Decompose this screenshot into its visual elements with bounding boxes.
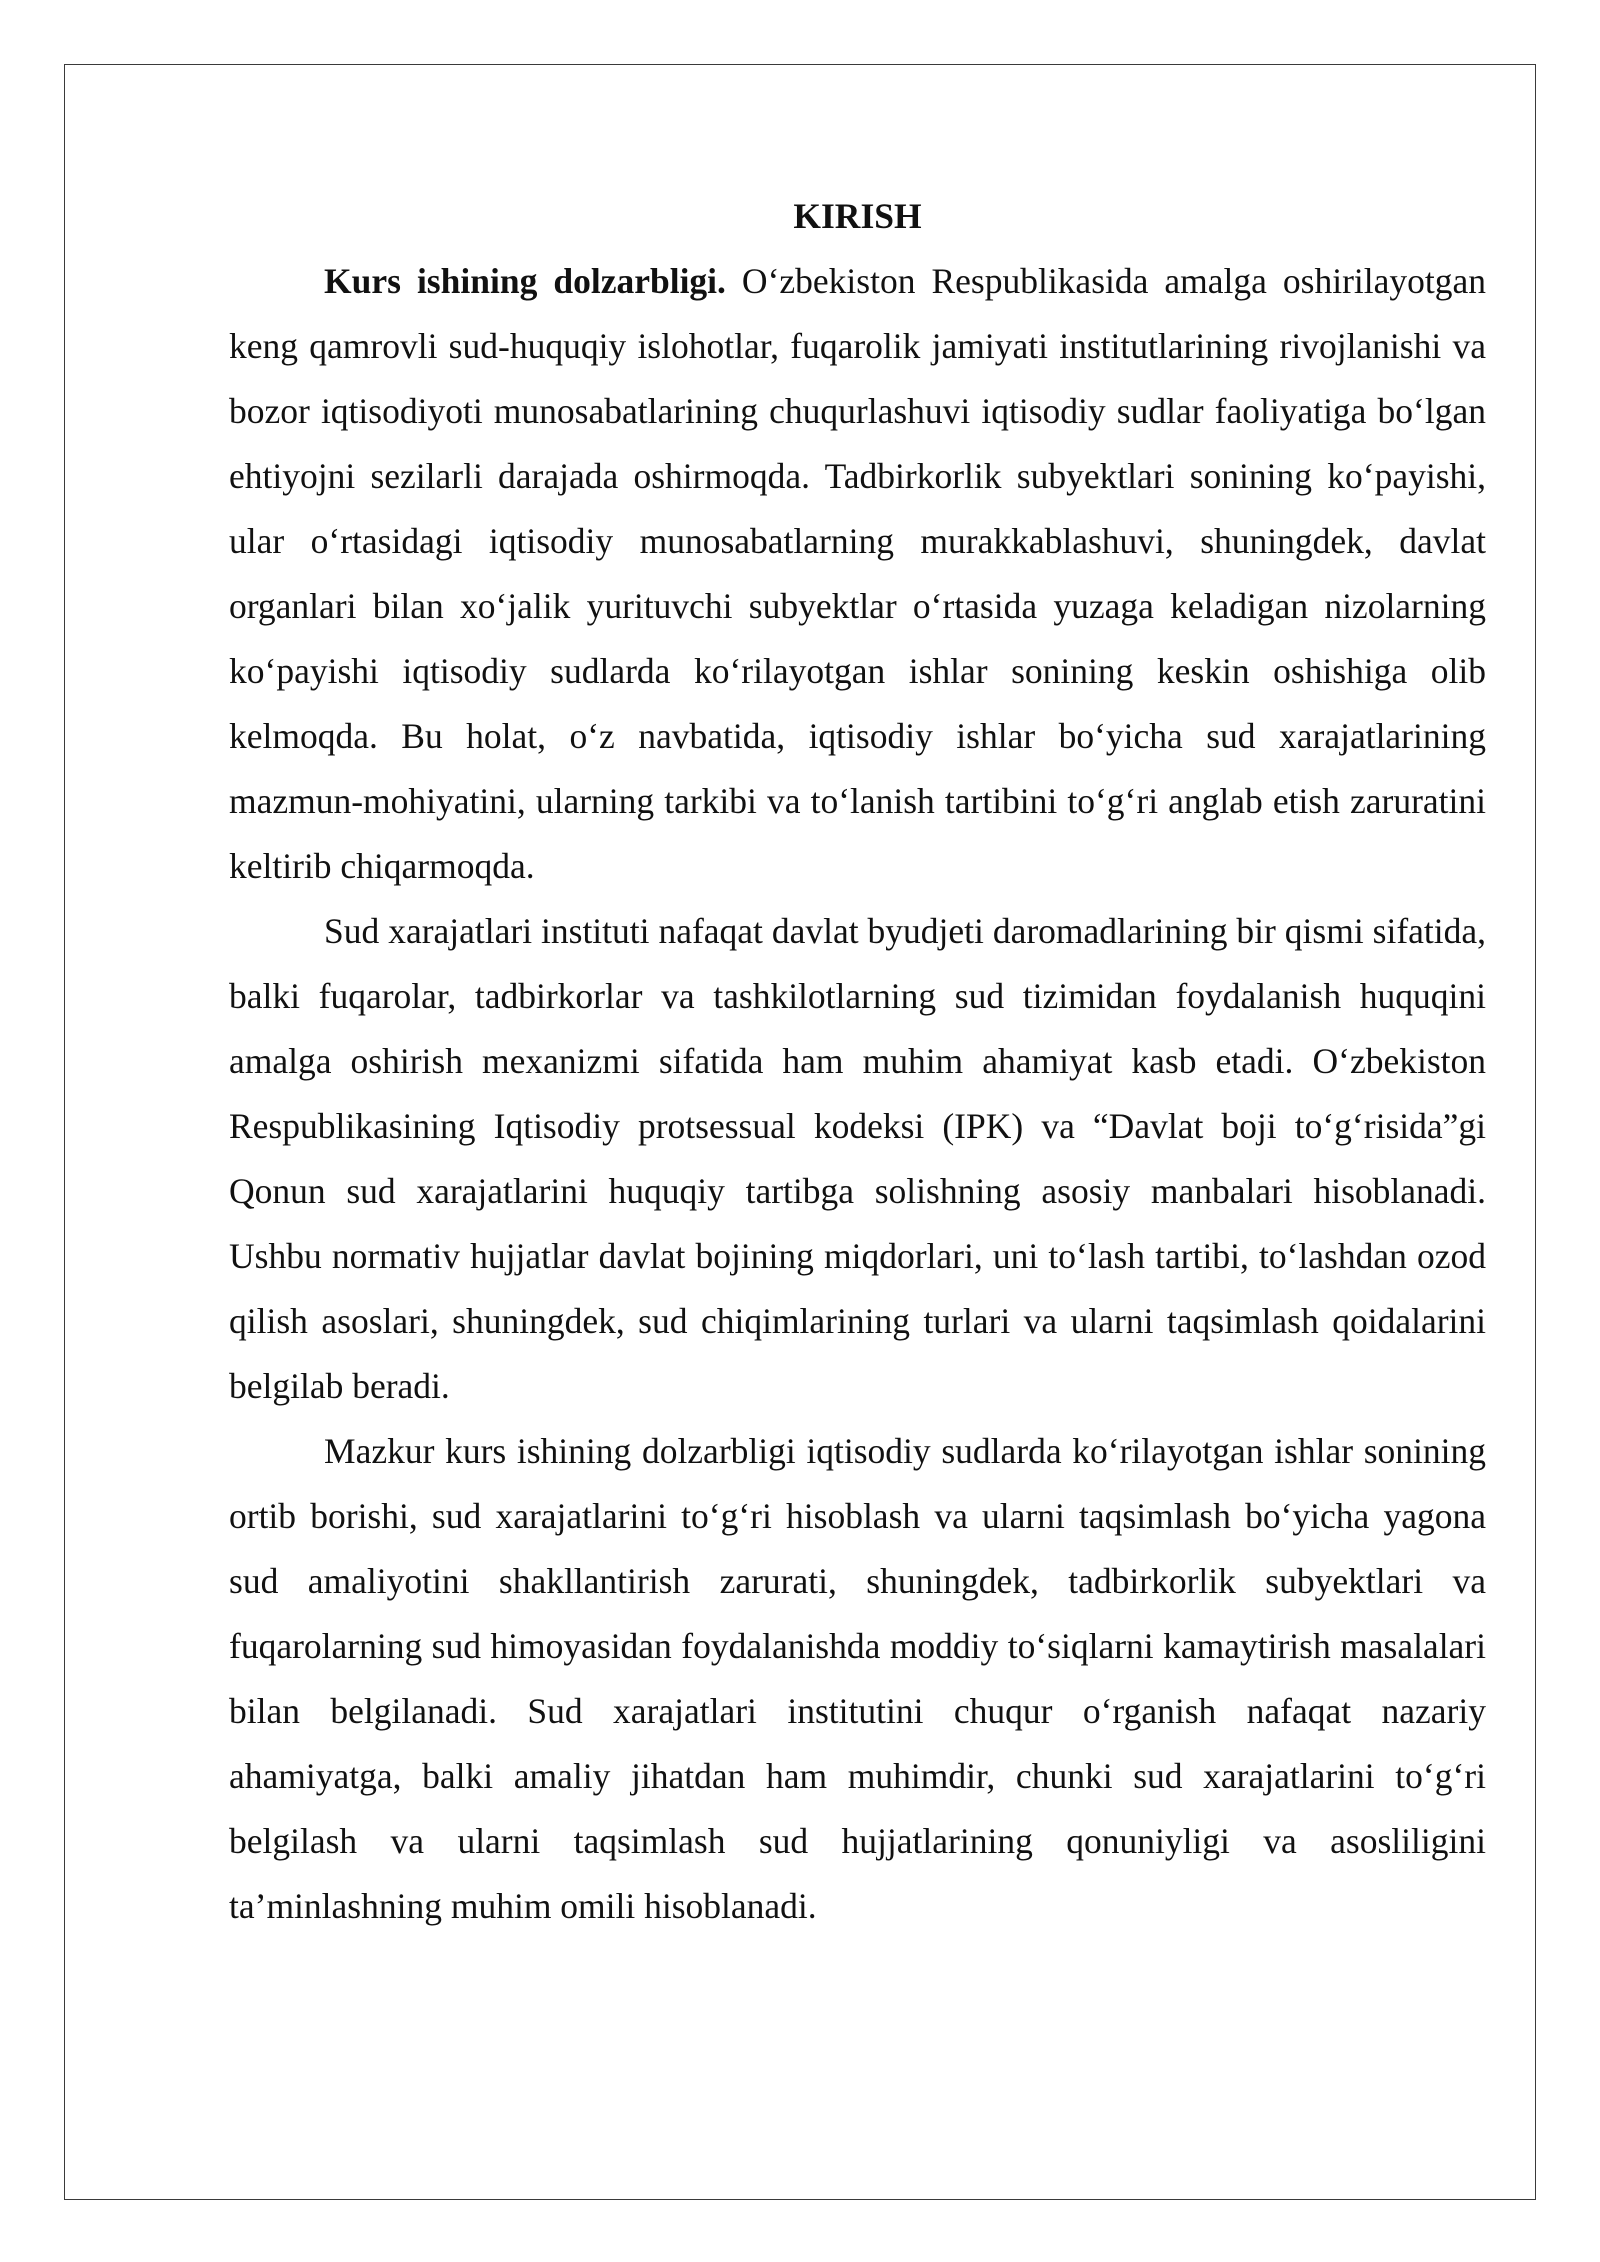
section-heading: KIRISH <box>793 196 922 236</box>
paragraph-text: Sud xarajatlari instituti nafaqat davlat byudjeti daromadlarining bir qismi sifatida, balki fuqarolar, tadbirkorlar va tashkilotlarning sud tizimidan foydalanish huquqini amalga oshirish mexanizmi sifatida ham muhim ahamiyat kasb etadi. O‘zbekiston Respublikasining Iqtisodiy protsessual kodeksi (IPK) va “Davlat boji to‘g‘risida”gi Qonun sud xarajatlarini huquqiy tartibga solishning asosiy manbalari hisoblanadi. Ushbu normativ hujjatlar davlat bojining miqdorlari, uni to‘lash tartibi, to‘lashdan ozod qilish asoslari, shuningdek, sud chiqimlarining turlari va ularni taqsimlash qoidalarini belgilab beradi. <box>229 911 1486 1406</box>
paragraph-1 <box>229 249 1486 899</box>
paragraph-text: Mazkur kurs ishining dolzarbligi iqtisodiy sudlarda ko‘rilayotgan ishlar sonining ortib borishi, sud xarajatlarini to‘g‘ri hisoblash va ularni taqsimlash bo‘yicha yagona sud amaliyotini shakllantirish zarurati, shuningdek, tadbirkorlik subyektlari va fuqarolarning sud himoyasidan foydalanishda moddiy to‘siqlarni kamaytirish masalalari bilan belgilanadi. Sud xarajatlari institutini chuqur o‘rganish nafaqat nazariy ahamiyatga, balki amaliy jihatdan ham muhimdir, chunki sud xarajatlarini to‘g‘ri belgilash va ularni taqsimlash sud hujjatlarining qonuniyligi va asosliligini ta’minlashning muhim omili hisoblanadi. <box>229 1431 1486 1926</box>
paragraph-lead: Kurs ishining dolzarbligi. <box>324 261 726 301</box>
paragraph-2 <box>229 899 1486 1419</box>
paragraph-text: O‘zbekiston Respublikasida amalga oshirilayotgan keng qamrovli sud-huquqiy islohotlar, fuqarolik jamiyati institutlarining rivojlanishi va bozor iqtisodiyoti munosabatlarining chuqurlashuvi iqtisodiy sudlar faoliyatiga bo‘lgan ehtiyojni sezilarli darajada oshirmoqda. Tadbirkorlik subyektlari sonining ko‘payishi, ular o‘rtasidagi iqtisodiy munosabatlarning murakkablashuvi, shuningdek, davlat organlari bilan xo‘jalik yurituvchi subyektlar o‘rtasida yuzaga keladigan nizolarning ko‘payishi iqtisodiy sudlarda ko‘rilayotgan ishlar sonining keskin oshishiga olib kelmoqda. Bu holat, o‘z navbatida, iqtisodiy ishlar bo‘yicha sud xarajatlarining mazmun-mohiyatini, ularning tarkibi va to‘lanish tartibini to‘g‘ri anglab etish zaruratini keltirib chiqarmoqda. <box>229 261 1487 886</box>
document-body <box>229 184 1486 1939</box>
paragraph-3 <box>229 1419 1486 1939</box>
